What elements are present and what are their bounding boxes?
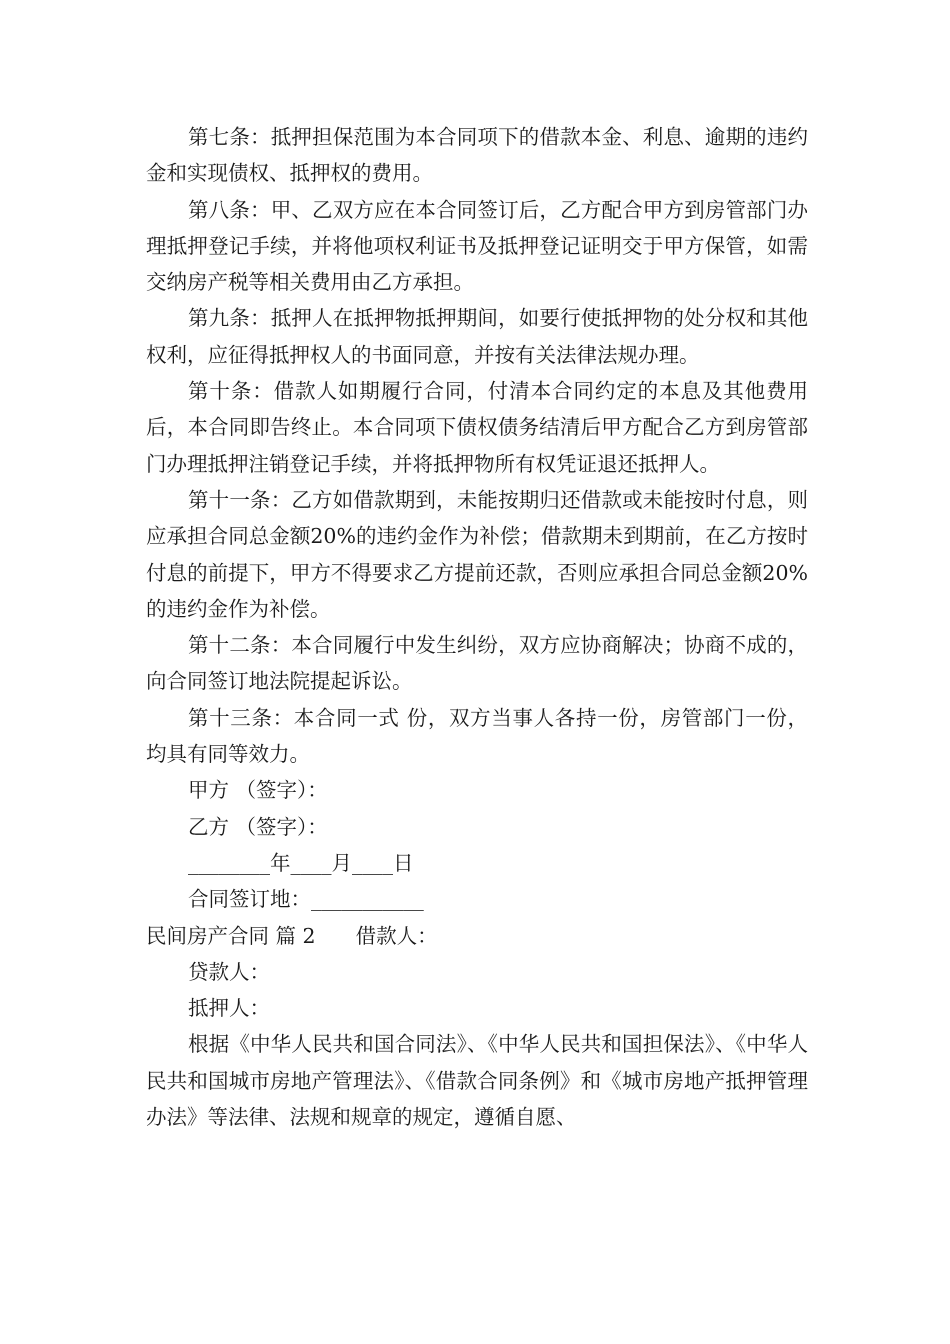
signing-date: ________年____月____日 <box>188 850 414 875</box>
article-9: 第九条：抵押人在抵押物抵押期间，如要行使抵押物的处分权和其他权利，应征得抵押权人的书面同意，并按有关法律法规办理。 <box>146 306 808 367</box>
lender-label: 贷款人： <box>188 959 270 984</box>
section-2-intro: 根据《中华人民共和国合同法》、《中华人民共和国担保法》、《中华人民共和国城市房地产管理法》、《借款合同条例》和《城市房地产抵押管理办法》等法律、法规和规章的规定，遵循自愿、 <box>146 1032 808 1130</box>
article-11: 第十一条：乙方如借款期到，未能按期归还借款或未能按时付息，则应承担合同总金额20%的违约金作为补偿；借款期未到期前，在乙方按时付息的前提下，甲方不得要求乙方提前还款，否则应承担合同总金额20%的违约金作为补偿。 <box>146 487 808 621</box>
party-a-signature: 甲方 （签字）： <box>188 778 328 803</box>
borrower-label: 借款人： <box>355 923 438 948</box>
section-2-heading: 民间房产合同 篇 2 <box>146 923 316 948</box>
article-10: 第十条：借款人如期履行合同，付清本合同约定的本息及其他费用后，本合同即告终止。本合同项下债权债务结清后甲方配合乙方到房管部门办理抵押注销登记手续，并将抵押物所有权凭证退还抵押人。 <box>146 379 808 476</box>
section-2-heading-line <box>146 918 808 954</box>
article-7: 第七条：抵押担保范围为本合同项下的借款本金、利息、逾期的违约金和实现债权、抵押权的费用。 <box>146 125 808 186</box>
mortgagor-label: 抵押人： <box>188 996 270 1021</box>
party-b-signature: 乙方 （签字）： <box>188 814 328 839</box>
article-8: 第八条：甲、乙双方应在本合同签订后，乙方配合甲方到房管部门办理抵押登记手续，并将他项权利证书及抵押登记证明交于甲方保管，如需交纳房产税等相关费用由乙方承担。 <box>146 197 808 295</box>
article-13: 第十三条：本合同一式 份，双方当事人各持一份，房管部门一份，均具有同等效力。 <box>146 705 808 767</box>
article-12: 第十二条：本合同履行中发生纠纷，双方应协商解决；协商不成的，向合同签订地法院提起诉讼。 <box>146 633 808 694</box>
document-body <box>146 119 808 1135</box>
signing-place: 合同签订地：___________ <box>188 887 424 912</box>
